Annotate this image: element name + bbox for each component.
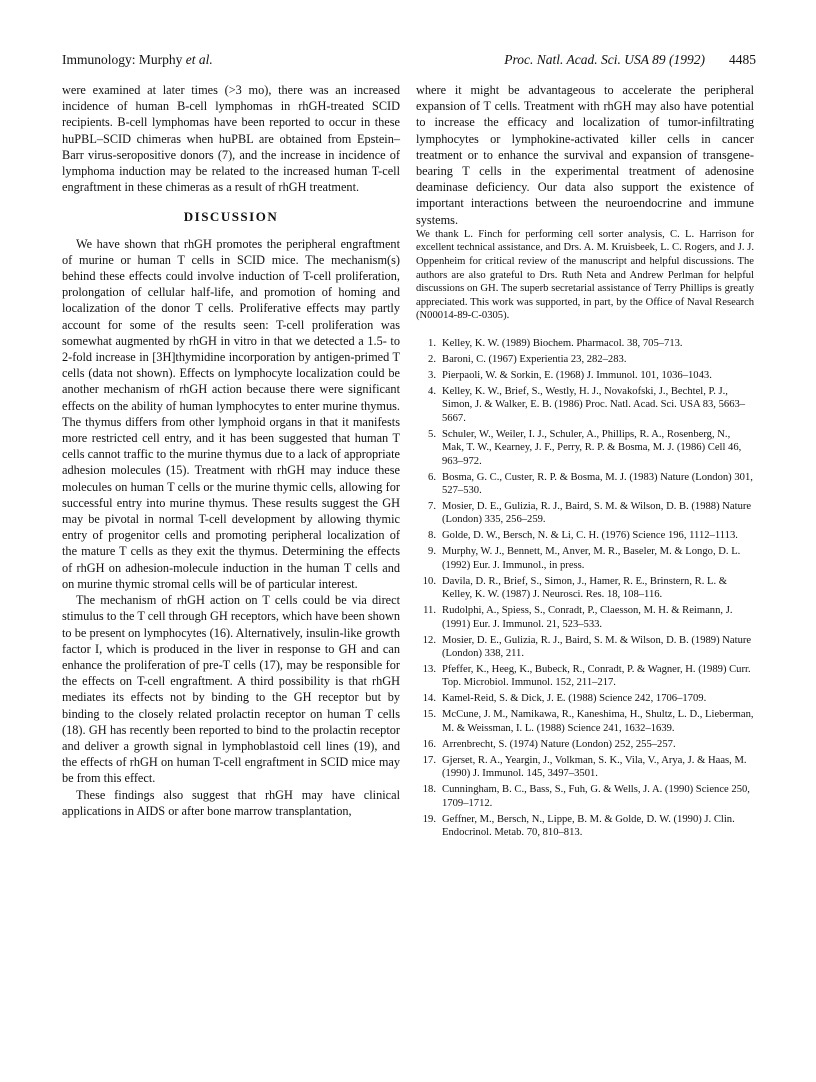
- reference-item: [416, 813, 754, 840]
- reference-text: Geffner, M., Bersch, N., Lippe, B. M. & Golde, D. W. (1990) J. Clin. Endocrinol. Metab. 70, 810–813.: [442, 813, 735, 839]
- reference-number: 6.: [428, 471, 436, 483]
- reference-item: [416, 385, 754, 425]
- reference-number: 1.: [428, 337, 436, 349]
- reference-text: Gjerset, R. A., Yeargin, J., Volkman, S. K., Vila, V., Arya, J. & Haas, M. (1990) J. Immunol. 145, 3497–3501.: [442, 754, 747, 780]
- reference-item: [416, 663, 754, 690]
- reference-number: 10.: [422, 575, 436, 587]
- discussion-paragraph-3: These findings also suggest that rhGH may have clinical applications in AIDS or after bone marrow transplantation,: [62, 787, 400, 818]
- reference-item: [416, 708, 754, 735]
- reference-item: [416, 369, 754, 382]
- reference-number: 5.: [428, 428, 436, 440]
- reference-number: 16.: [422, 738, 436, 750]
- reference-number: 2.: [428, 353, 436, 365]
- reference-text: Murphy, W. J., Bennett, M., Anver, M. R., Baseler, M. & Longo, D. L. (1992) Eur. J. Immunol., in press.: [442, 546, 741, 571]
- discussion-continuation-paragraph: where it might be advantageous to accelerate the peripheral expansion of T cells. Treatment with rhGH may also have potential to increase the efficacy and localization of tumor-infiltrating lymphocytes or lymphokine-activated killer cells in cancer treatment or to enhance the survival and expansion of transgene-bearing T cells in the experimental treatment of adenosine deaminase deficiency. Our data also support the existence of important interactions between the neuroendocrine and immune systems.: [416, 83, 754, 227]
- reference-number: 9.: [428, 546, 436, 558]
- reference-text: Pfeffer, K., Heeg, K., Bubeck, R., Conradt, P. & Wagner, H. (1989) Curr. Top. Microbiol. Immunol. 152, 211–217.: [442, 664, 751, 689]
- reference-text: Davila, D. R., Brief, S., Simon, J., Hamer, R. E., Brinstern, R. L. & Kelley, K. W. (1987) J. Neurosci. Res. 18, 108–116.: [442, 575, 727, 601]
- left-column: [62, 82, 400, 819]
- reference-item: [416, 575, 754, 602]
- reference-item: [416, 692, 754, 705]
- reference-text: McCune, J. M., Namikawa, R., Kaneshima, H., Shultz, L. D., Lieberman, M. & Weissman, I. L. (1988) Science 241, 1632–1639.: [442, 709, 754, 734]
- reference-item: [416, 738, 754, 751]
- discussion-paragraph-2: The mechanism of rhGH action on T cells could be via direct stimulus to the T cell through GH receptors, which have been shown to be present on lymphocytes (16). Alternatively, insulin-like growth factor I, which is produced in the liver in response to GH and can enhance the proliferation of pre-T cells (17), may be responsible for the effects on T-cell engraftment. A third possibility is that rhGH mediates its effects not by binding to the GH receptor but by binding to the closely related prolactin receptor on human T cells (18). GH has recently been reported to bind to the prolactin receptor and deliver a growth signal in lymphoblastoid cell lines (19), and the effects of rhGH on human T-cell engraftment in SCID mice may be from this effect.: [62, 593, 400, 786]
- reference-number: 4.: [428, 385, 436, 397]
- reference-list: [416, 337, 754, 840]
- reference-number: 11.: [423, 605, 436, 617]
- reference-number: 18.: [422, 784, 436, 796]
- reference-text: Kamel-Reid, S. & Dick, J. E. (1988) Science 242, 1706–1709.: [442, 693, 707, 705]
- reference-number: 14.: [422, 693, 436, 705]
- section-title-discussion: DISCUSSION: [183, 209, 279, 225]
- reference-number: 3.: [428, 369, 436, 381]
- results-continuation-paragraph: were examined at later times (>3 mo), there was an increased incidence of human B-cell lymphomas in rhGH-treated SCID recipients. B-cell lymphomas have been reported to occur in these huPBL–SCID chimeras when huPBL are obtained from Epstein–Barr virus-seropositive donors (7), and the increase in incidence of lymphoma induction may be related to the increased human T-cell engraftment in these chimeras as a result of rhGH treatment.: [62, 83, 400, 195]
- acknowledgment: We thank L. Finch for performing cell sorter analysis, C. L. Harrison for excellent technical assistance, and Drs. A. M. Kruisbeek, L. C. Rogers, and J. J. Oppenheim for critical review of the manuscript and helpful discussions. The authors are also grateful to Drs. Ruth Neta and Andrew Perlman for helpful discussions on GH. The superb secretarial assistance of Terry Phillips is greatly appreciated. This work was supported, in part, by the Office of Naval Research (N00014-89-C-0305).: [416, 228, 754, 322]
- reference-text: Kelley, K. W. (1989) Biochem. Pharmacol. 38, 705–713.: [442, 337, 683, 349]
- reference-text: Rudolphi, A., Spiess, S., Conradt, P., Claesson, M. H. & Reimann, J. (1991) Eur. J. Immunol. 21, 523–533.: [442, 605, 733, 630]
- reference-number: 17.: [422, 754, 436, 766]
- running-header-left: [62, 52, 213, 68]
- journal-citation: Proc. Natl. Acad. Sci. USA 89 (1992): [504, 52, 705, 67]
- journal-section: Immunology: Murphy: [62, 52, 183, 67]
- reference-text: Golde, D. W., Bersch, N. & Li, C. H. (1976) Science 196, 1112–1113.: [442, 530, 738, 542]
- reference-item: [416, 428, 754, 468]
- reference-number: 8.: [428, 530, 436, 542]
- reference-text: Arrenbrecht, S. (1974) Nature (London) 252, 255–257.: [442, 738, 676, 750]
- reference-item: [416, 337, 754, 350]
- reference-text: Bosma, G. C., Custer, R. P. & Bosma, M. J. (1983) Nature (London) 301, 527–530.: [442, 471, 753, 497]
- reference-item: [416, 604, 754, 631]
- reference-number: 19.: [422, 813, 436, 825]
- reference-text: Schuler, W., Weiler, I. J., Schuler, A., Phillips, R. A., Rosenberg, N., Mak, T. W., Kearney, J. F., Perry, R. P. & Bosma, M. J. (1986) Cell 46, 963–972.: [442, 428, 742, 467]
- reference-item: [416, 471, 754, 498]
- reference-item: [416, 500, 754, 527]
- reference-item: [416, 545, 754, 572]
- reference-number: 13.: [422, 664, 436, 676]
- reference-number: 15.: [422, 709, 436, 721]
- discussion-paragraph-1: We have shown that rhGH promotes the peripheral engraftment of murine or human T cells in SCID mice. The mechanism(s) behind these effects could involve induction of T-cell proliferation, prolongation of cellular half-life, and promotion of homing and localization of the donor T cells. Proliferative effects may partly account for some of the results seen: T-cell proliferation was somewhat augmented by rhGH in vitro in that we detected a 1.5- to 2-fold increase in [3H]thymidine incorporation by antigen-primed T cells (data not shown). Effects on lymphocyte localization could be another mechanism of rhGH action because there were significant effects on the ability of human lymphocytes to enter murine thymus. The thymus differs from other lymphoid organs in that it manifests more restricted cell entry, and it has been suggested that human T cells cannot traffic to the murine thymus due to a lack of appropriate adhesion molecules (15). Treatment with rhGH may induce these molecules on human T cells or the murine thymic cells, allowing for successful entry into murine thymus. These results suggest the GH may be pivotal in normal T-cell development by allowing thymic entry of progenitor cells and promoting peripheral localization of the mature T cells as they exit the thymus. Determining the effects of rhGH on adhesion-molecule induction in the human T cells and on murine thymic stromal cells will be of particular interest.: [62, 236, 400, 591]
- reference-number: 7.: [428, 501, 436, 513]
- page-number: 4485: [729, 52, 756, 67]
- right-column: [416, 82, 754, 842]
- reference-text: Kelley, K. W., Brief, S., Westly, H. J., Novakofski, J., Bechtel, P. J., Simon, J. & Walker, E. B. (1986) Proc. Natl. Acad. Sci. USA 83, 5663–5667.: [442, 385, 746, 424]
- reference-item: [416, 529, 754, 542]
- reference-item: [416, 353, 754, 366]
- reference-number: 12.: [422, 634, 436, 646]
- reference-text: Cunningham, B. C., Bass, S., Fuh, G. & Wells, J. A. (1990) Science 250, 1709–1712.: [442, 784, 750, 809]
- reference-item: [416, 754, 754, 781]
- reference-text: Mosier, D. E., Gulizia, R. J., Baird, S. M. & Wilson, D. B. (1989) Nature (London) 338, 211.: [442, 634, 752, 660]
- reference-text: Mosier, D. E., Gulizia, R. J., Baird, S. M. & Wilson, D. B. (1988) Nature (London) 335, 256–259.: [442, 501, 752, 526]
- reference-text: Pierpaoli, W. & Sorkin, E. (1968) J. Immunol. 101, 1036–1043.: [442, 369, 712, 381]
- reference-item: [416, 783, 754, 810]
- reference-item: [416, 634, 754, 661]
- reference-text: Baroni, C. (1967) Experientia 23, 282–283.: [442, 353, 627, 365]
- running-header-right: [504, 52, 756, 68]
- et-al: et al.: [185, 52, 213, 67]
